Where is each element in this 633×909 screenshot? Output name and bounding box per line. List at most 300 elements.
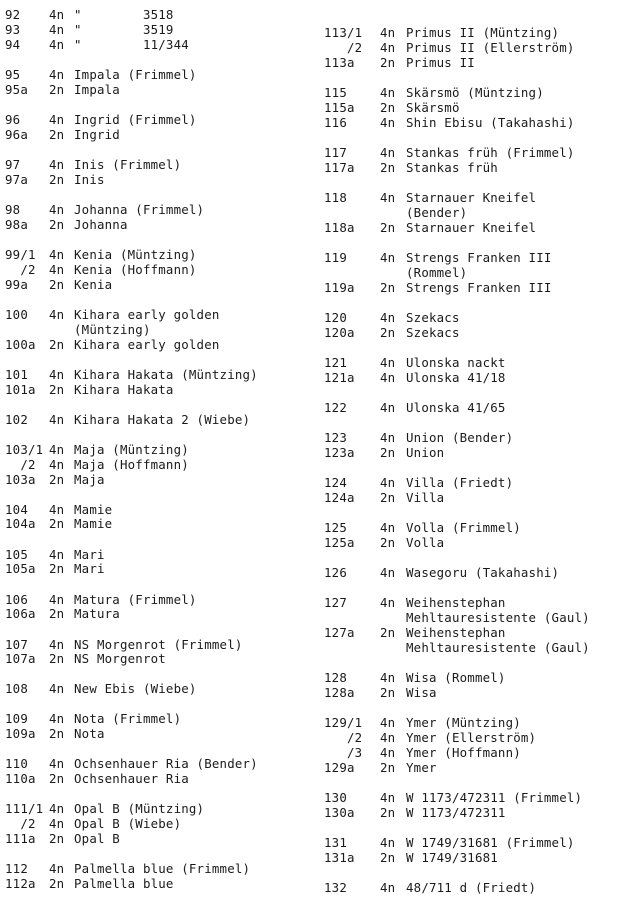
- entry-number: 103a: [5, 472, 36, 487]
- entry-number: 124: [324, 475, 347, 490]
- list-item: [322, 370, 633, 385]
- entry-number: 111a: [5, 831, 36, 846]
- ploidy-label: 2n: [49, 127, 65, 142]
- entry-number: 112a: [5, 876, 36, 891]
- list-item: [322, 670, 633, 685]
- entry-number: 105: [5, 547, 28, 562]
- list-item: [0, 112, 318, 127]
- entry-number: 128: [324, 670, 347, 685]
- entry-number: 118: [324, 190, 347, 205]
- variety-name: Kihara early golden: [74, 307, 220, 322]
- variety-name: Starnauer Kneifel: [406, 220, 537, 235]
- entry-number: 100a: [5, 337, 36, 352]
- variety-name: Kihara Hakata (Müntzing): [74, 367, 258, 382]
- variety-name: Maja (Müntzing): [74, 442, 189, 457]
- ploidy-label: 4n: [380, 745, 396, 760]
- entry-number: 116: [324, 115, 347, 130]
- list-item: [322, 430, 633, 445]
- ploidy-label: 4n: [49, 307, 65, 322]
- entry-number: 95a: [5, 82, 28, 97]
- ploidy-label: 2n: [380, 805, 396, 820]
- ploidy-label: 4n: [49, 412, 65, 427]
- list-item: [0, 337, 318, 352]
- variety-name: Primus II: [406, 55, 475, 70]
- list-item: [0, 801, 318, 816]
- variety-name: W 1173/472311 (Frimmel): [406, 790, 583, 805]
- ploidy-label: 2n: [49, 876, 65, 891]
- entry-number: 96a: [5, 127, 28, 142]
- variety-name: Matura: [74, 606, 120, 621]
- variety-name: Mehltauresistente (Gaul): [406, 640, 590, 655]
- entry-number: 105a: [5, 561, 36, 576]
- ploidy-label: 4n: [380, 520, 396, 535]
- variety-name: New Ebis (Wiebe): [74, 681, 197, 696]
- variety-name: Inis: [74, 172, 105, 187]
- list-item: [322, 265, 633, 280]
- variety-name: Mari: [74, 561, 105, 576]
- variety-name: Mamie: [74, 502, 113, 517]
- variety-name: Kihara early golden: [74, 337, 220, 352]
- list-item: [322, 115, 633, 130]
- list-item: [0, 816, 318, 831]
- ploidy-label: 4n: [49, 442, 65, 457]
- ploidy-label: 4n: [49, 262, 65, 277]
- list-item: [322, 610, 633, 625]
- entry-number: 104a: [5, 516, 36, 531]
- entry-number: 113/1: [324, 25, 363, 40]
- list-item: [322, 835, 633, 850]
- list-item: [0, 382, 318, 397]
- entry-number: 128a: [324, 685, 355, 700]
- entry-number: 106a: [5, 606, 36, 621]
- variety-name: Maja (Hoffmann): [74, 457, 189, 472]
- list-item: [322, 625, 633, 640]
- list-item: [0, 756, 318, 771]
- list-item: [322, 640, 633, 655]
- list-item: [322, 715, 633, 730]
- entry-number: 119: [324, 250, 347, 265]
- entry-number: 99/1: [5, 247, 36, 262]
- entry-number: 94: [5, 37, 21, 52]
- ploidy-label: 4n: [380, 115, 396, 130]
- entry-number: 107a: [5, 651, 36, 666]
- ploidy-label: 2n: [380, 280, 396, 295]
- ploidy-label: 4n: [380, 400, 396, 415]
- entry-number: 99a: [5, 277, 28, 292]
- list-item: [0, 502, 318, 517]
- ploidy-label: 4n: [380, 565, 396, 580]
- ploidy-label: 2n: [49, 726, 65, 741]
- ploidy-label: 4n: [380, 25, 396, 40]
- entry-number: 127a: [324, 625, 355, 640]
- variety-name: Maja: [74, 472, 105, 487]
- variety-name: Stankas früh (Frimmel): [406, 145, 575, 160]
- variety-name: Stankas früh: [406, 160, 498, 175]
- list-item: [0, 127, 318, 142]
- entry-number: 108: [5, 681, 28, 696]
- entry-number: 125a: [324, 535, 355, 550]
- variety-name: Wasegoru (Takahashi): [406, 565, 560, 580]
- ploidy-label: 4n: [49, 756, 65, 771]
- list-item: [0, 322, 318, 337]
- list-item: [322, 790, 633, 805]
- list-item: [322, 100, 633, 115]
- list-item: [0, 172, 318, 187]
- entry-number: 104: [5, 502, 28, 517]
- variety-name: Villa (Friedt): [406, 475, 514, 490]
- ploidy-label: 4n: [380, 355, 396, 370]
- list-item: [322, 145, 633, 160]
- list-item: [322, 760, 633, 775]
- entry-number: 93: [5, 22, 21, 37]
- list-item: [322, 85, 633, 100]
- variety-name: Ulonska nackt: [406, 355, 506, 370]
- list-item: [322, 280, 633, 295]
- entry-number: /2: [5, 457, 36, 472]
- ploidy-label: 2n: [49, 172, 65, 187]
- variety-name: Ochsenhauer Ria (Bender): [74, 756, 258, 771]
- variety-name: Primus II (Müntzing): [406, 25, 560, 40]
- entry-number: 113a: [324, 55, 355, 70]
- entry-number: 118a: [324, 220, 355, 235]
- variety-name: Ulonska 41/65: [406, 400, 506, 415]
- variety-name: Kihara Hakata: [74, 382, 174, 397]
- variety-name: Inis (Frimmel): [74, 157, 182, 172]
- entry-number: /3: [324, 745, 363, 760]
- list-item: [322, 325, 633, 340]
- entry-number: 109a: [5, 726, 36, 741]
- list-item: [0, 547, 318, 562]
- ploidy-label: 4n: [380, 40, 396, 55]
- variety-name: Ulonska 41/18: [406, 370, 506, 385]
- list-item: [322, 880, 633, 895]
- list-item: [0, 67, 318, 82]
- list-item: [322, 685, 633, 700]
- variety-name: Strengs Franken III: [406, 280, 552, 295]
- ploidy-label: 2n: [49, 217, 65, 232]
- ploidy-label: 4n: [380, 430, 396, 445]
- ploidy-label: 2n: [49, 382, 65, 397]
- list-item: [0, 637, 318, 652]
- ploidy-label: 2n: [49, 516, 65, 531]
- variety-name: Ingrid (Frimmel): [74, 112, 197, 127]
- entry-number: 96: [5, 112, 21, 127]
- list-item: [322, 745, 633, 760]
- ploidy-label: 4n: [380, 145, 396, 160]
- entry-number: 123a: [324, 445, 355, 460]
- entry-number: 126: [324, 565, 347, 580]
- list-item: [322, 850, 633, 865]
- entry-number: 121a: [324, 370, 355, 385]
- variety-name: Kenia (Müntzing): [74, 247, 197, 262]
- list-item: [0, 516, 318, 531]
- ploidy-label: 2n: [49, 337, 65, 352]
- ploidy-label: 4n: [380, 835, 396, 850]
- ploidy-label: 4n: [49, 67, 65, 82]
- entry-number: 115: [324, 85, 347, 100]
- list-item: [0, 217, 318, 232]
- ploidy-label: 4n: [49, 112, 65, 127]
- entry-number: 130: [324, 790, 347, 805]
- variety-name: Strengs Franken III: [406, 250, 552, 265]
- list-item: [0, 606, 318, 621]
- list-item: [0, 651, 318, 666]
- list-item: [322, 520, 633, 535]
- entry-number: 102: [5, 412, 28, 427]
- variety-name: Ymer (Hoffmann): [406, 745, 521, 760]
- variety-name: Starnauer Kneifel: [406, 190, 537, 205]
- ploidy-label: 2n: [49, 771, 65, 786]
- variety-name: Mari: [74, 547, 105, 562]
- ploidy-label: 4n: [380, 190, 396, 205]
- list-item: [0, 831, 318, 846]
- ploidy-label: 4n: [49, 37, 65, 52]
- ploidy-label: 4n: [380, 715, 396, 730]
- list-item: [322, 565, 633, 580]
- list-item: [0, 592, 318, 607]
- ploidy-label: 4n: [49, 247, 65, 262]
- ploidy-label: 4n: [380, 880, 396, 895]
- variety-name: Nota (Frimmel): [74, 711, 182, 726]
- variety-name: " 3519: [74, 22, 174, 37]
- variety-name: Impala (Frimmel): [74, 67, 197, 82]
- list-item: [322, 355, 633, 370]
- entry-number: 98a: [5, 217, 28, 232]
- variety-name: Kenia (Hoffmann): [74, 262, 197, 277]
- variety-name: " 11/344: [74, 37, 189, 52]
- variety-name: Impala: [74, 82, 120, 97]
- variety-name: Kihara Hakata 2 (Wiebe): [74, 412, 251, 427]
- variety-name: Ymer: [406, 760, 437, 775]
- entry-number: 127: [324, 595, 347, 610]
- list-item: [322, 595, 633, 610]
- entry-number: 101a: [5, 382, 36, 397]
- variety-name: (Müntzing): [74, 322, 151, 337]
- ploidy-label: 2n: [380, 445, 396, 460]
- list-item: [322, 730, 633, 745]
- ploidy-label: 2n: [380, 160, 396, 175]
- list-item: [0, 681, 318, 696]
- entry-number: 129/1: [324, 715, 363, 730]
- ploidy-label: 4n: [49, 157, 65, 172]
- entry-number: 122: [324, 400, 347, 415]
- ploidy-label: 2n: [49, 831, 65, 846]
- list-item: [322, 535, 633, 550]
- list-item: [0, 37, 318, 52]
- ploidy-label: 4n: [380, 595, 396, 610]
- list-item: [322, 55, 633, 70]
- variety-name: W 1173/472311: [406, 805, 506, 820]
- entry-number: 112: [5, 861, 28, 876]
- entry-number: 120: [324, 310, 347, 325]
- variety-name: Primus II (Ellerström): [406, 40, 575, 55]
- variety-name: Shin Ebisu (Takahashi): [406, 115, 575, 130]
- entry-number: 124a: [324, 490, 355, 505]
- variety-name: Opal B (Wiebe): [74, 816, 182, 831]
- variety-name: Opal B: [74, 831, 120, 846]
- variety-name: Weihenstephan: [406, 625, 506, 640]
- entry-number: /2: [5, 262, 36, 277]
- ploidy-label: 2n: [380, 850, 396, 865]
- entry-number: 92: [5, 7, 21, 22]
- variety-name: Volla (Frimmel): [406, 520, 521, 535]
- entry-number: 111/1: [5, 801, 44, 816]
- list-item: [0, 367, 318, 382]
- entry-number: 100: [5, 307, 28, 322]
- variety-name: Palmella blue: [74, 876, 174, 891]
- list-item: [322, 805, 633, 820]
- variety-name: Union (Bender): [406, 430, 514, 445]
- variety-name: Palmella blue (Frimmel): [74, 861, 251, 876]
- entry-number: 125: [324, 520, 347, 535]
- list-item: [0, 561, 318, 576]
- variety-name: Ingrid: [74, 127, 120, 142]
- entry-number: 109: [5, 711, 28, 726]
- ploidy-label: 2n: [380, 100, 396, 115]
- variety-name: Mehltauresistente (Gaul): [406, 610, 590, 625]
- entry-number: 132: [324, 880, 347, 895]
- ploidy-label: 4n: [49, 457, 65, 472]
- variety-name: 48/711 d (Friedt): [406, 880, 537, 895]
- entry-number: 131a: [324, 850, 355, 865]
- ploidy-label: 2n: [380, 325, 396, 340]
- list-item: [0, 277, 318, 292]
- variety-name: " 3518: [74, 7, 174, 22]
- list-item: [0, 472, 318, 487]
- variety-name: Szekacs: [406, 310, 460, 325]
- list-item: [322, 25, 633, 40]
- entry-number: 97a: [5, 172, 28, 187]
- variety-name: Szekacs: [406, 325, 460, 340]
- entry-number: 110a: [5, 771, 36, 786]
- list-item: [0, 157, 318, 172]
- ploidy-label: 2n: [49, 82, 65, 97]
- list-item: [0, 247, 318, 262]
- variety-name: Wisa (Rommel): [406, 670, 506, 685]
- list-item: [322, 205, 633, 220]
- ploidy-label: 4n: [380, 790, 396, 805]
- ploidy-label: 4n: [380, 250, 396, 265]
- list-item: [322, 475, 633, 490]
- ploidy-label: 4n: [49, 801, 65, 816]
- ploidy-label: 4n: [49, 681, 65, 696]
- ploidy-label: 4n: [380, 730, 396, 745]
- ploidy-label: 2n: [380, 55, 396, 70]
- entry-number: /2: [324, 40, 363, 55]
- entry-number: 101: [5, 367, 28, 382]
- ploidy-label: 4n: [49, 592, 65, 607]
- variety-name: Union: [406, 445, 445, 460]
- ploidy-label: 4n: [49, 637, 65, 652]
- ploidy-label: 2n: [380, 625, 396, 640]
- ploidy-label: 4n: [380, 85, 396, 100]
- variety-name: Weihenstephan: [406, 595, 506, 610]
- ploidy-label: 4n: [49, 711, 65, 726]
- ploidy-label: 2n: [49, 651, 65, 666]
- list-item: [322, 40, 633, 55]
- ploidy-label: 4n: [49, 22, 65, 37]
- ploidy-label: 4n: [49, 7, 65, 22]
- list-item: [322, 310, 633, 325]
- ploidy-label: 4n: [49, 861, 65, 876]
- variety-name: W 1749/31681: [406, 850, 498, 865]
- variety-name: Volla: [406, 535, 445, 550]
- list-item: [0, 22, 318, 37]
- variety-name: Johanna: [74, 217, 128, 232]
- variety-name: Mamie: [74, 516, 113, 531]
- list-item: [0, 262, 318, 277]
- ploidy-label: 2n: [49, 277, 65, 292]
- list-item: [322, 400, 633, 415]
- variety-name: Opal B (Müntzing): [74, 801, 205, 816]
- ploidy-label: 4n: [49, 816, 65, 831]
- ploidy-label: 4n: [380, 370, 396, 385]
- list-item: [0, 7, 318, 22]
- list-item: [0, 861, 318, 876]
- entry-number: 130a: [324, 805, 355, 820]
- ploidy-label: 2n: [49, 606, 65, 621]
- entry-number: 119a: [324, 280, 355, 295]
- ploidy-label: 4n: [380, 475, 396, 490]
- ploidy-label: 4n: [380, 310, 396, 325]
- entry-number: 95: [5, 67, 21, 82]
- list-item: [0, 876, 318, 891]
- entry-number: 121: [324, 355, 347, 370]
- ploidy-label: 2n: [380, 220, 396, 235]
- list-item: [322, 220, 633, 235]
- variety-name: (Rommel): [406, 265, 468, 280]
- ploidy-label: 4n: [49, 547, 65, 562]
- variety-name: Ochsenhauer Ria: [74, 771, 189, 786]
- list-item: [0, 442, 318, 457]
- ploidy-label: 2n: [380, 535, 396, 550]
- ploidy-label: 2n: [49, 561, 65, 576]
- ploidy-label: 2n: [380, 760, 396, 775]
- ploidy-label: 4n: [49, 367, 65, 382]
- ploidy-label: 2n: [49, 472, 65, 487]
- entry-number: 123: [324, 430, 347, 445]
- ploidy-label: 2n: [380, 685, 396, 700]
- list-item: [0, 307, 318, 322]
- variety-name: Skärsmö (Müntzing): [406, 85, 544, 100]
- variety-name: Kenia: [74, 277, 113, 292]
- entry-number: /2: [324, 730, 363, 745]
- variety-name: NS Morgenrot (Frimmel): [74, 637, 243, 652]
- entry-number: 97: [5, 157, 21, 172]
- list-item: [0, 726, 318, 741]
- variety-name: Johanna (Frimmel): [74, 202, 205, 217]
- entry-number: 131: [324, 835, 347, 850]
- entry-number: 98: [5, 202, 21, 217]
- list-item: [0, 771, 318, 786]
- entry-number: 129a: [324, 760, 355, 775]
- list-item: [0, 412, 318, 427]
- entry-number: 103/1: [5, 442, 44, 457]
- variety-name: Skärsmö: [406, 100, 460, 115]
- list-item: [322, 190, 633, 205]
- entry-number: 110: [5, 756, 28, 771]
- entry-number: 117: [324, 145, 347, 160]
- entry-number: 117a: [324, 160, 355, 175]
- list-item: [322, 490, 633, 505]
- entry-number: 115a: [324, 100, 355, 115]
- variety-name: NS Morgenrot: [74, 651, 166, 666]
- entry-number: /2: [5, 816, 36, 831]
- ploidy-label: 4n: [49, 502, 65, 517]
- list-item: [322, 250, 633, 265]
- entry-number: 106: [5, 592, 28, 607]
- list-item: [0, 711, 318, 726]
